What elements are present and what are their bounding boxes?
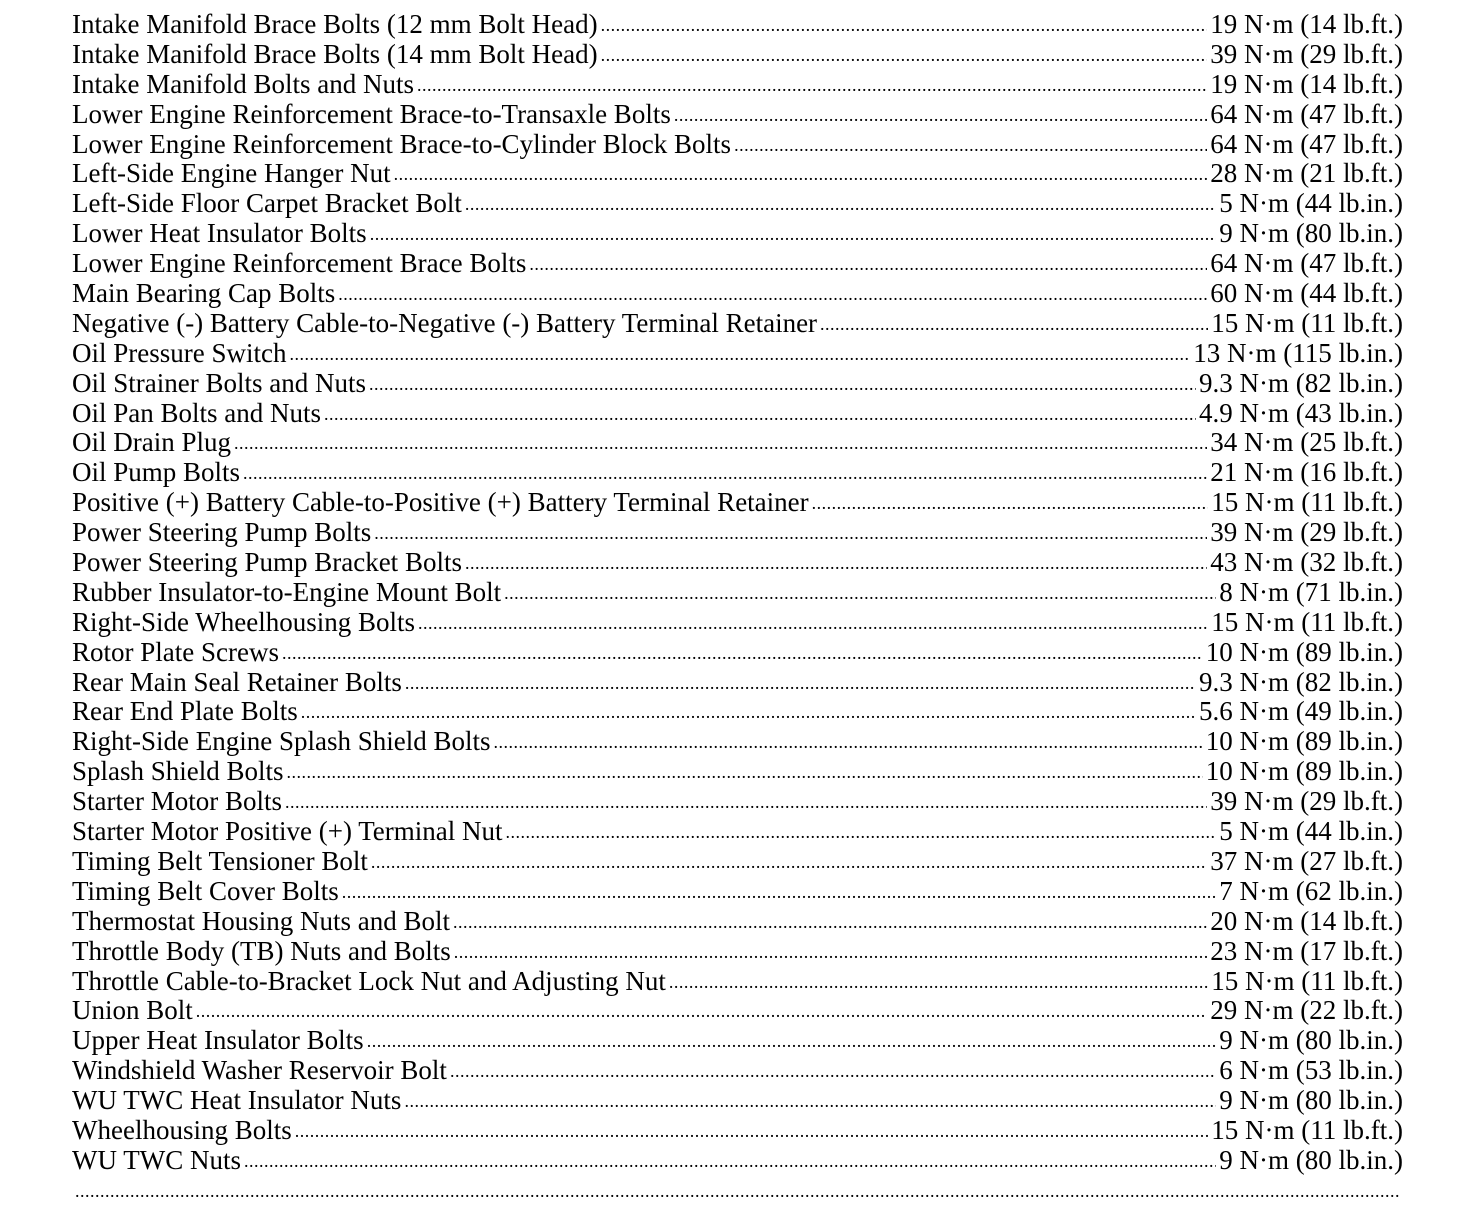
- spec-row: [72, 638, 1403, 668]
- spec-name: Lower Heat Insulator Bolts: [72, 219, 367, 249]
- dot-leader: [243, 458, 1207, 488]
- spec-row: [72, 578, 1403, 608]
- spec-name: Left-Side Floor Carpet Bracket Bolt: [72, 189, 462, 219]
- spec-value: 21 N·m (16 lb.ft.): [1210, 458, 1403, 488]
- dot-leader: [282, 638, 1203, 668]
- dot-leader: [465, 189, 1216, 219]
- spec-row: [72, 100, 1403, 130]
- spec-name: Throttle Body (TB) Nuts and Bolts: [72, 936, 451, 966]
- spec-row: [72, 727, 1403, 757]
- spec-value: 10 N·m (89 lb.in.): [1205, 637, 1403, 667]
- spec-name: Rear Main Seal Retainer Bolts: [72, 667, 402, 697]
- spec-name: WU TWC Nuts: [72, 1145, 241, 1175]
- spec-value: 10 N·m (89 lb.in.): [1205, 727, 1403, 757]
- spec-name: Starter Motor Bolts: [72, 787, 282, 817]
- spec-row: [72, 339, 1403, 369]
- spec-name: Timing Belt Tensioner Bolt: [72, 846, 368, 876]
- dot-leader: [342, 877, 1216, 907]
- spec-name: WU TWC Heat Insulator Nuts: [72, 1086, 402, 1116]
- spec-row: [72, 1146, 1403, 1176]
- spec-row: [72, 249, 1403, 279]
- spec-row: [72, 907, 1403, 937]
- spec-row: [72, 369, 1403, 399]
- spec-row: [72, 877, 1403, 907]
- spec-row: [72, 1176, 1403, 1206]
- spec-value: 15 N·m (11 lb.ft.): [1211, 308, 1403, 338]
- dot-leader: [674, 100, 1207, 130]
- dot-leader: [404, 1086, 1216, 1116]
- spec-value: 6 N·m (53 lb.in.): [1219, 1056, 1403, 1086]
- spec-name: Power Steering Pump Bolts: [72, 518, 372, 548]
- spec-row: [72, 996, 1403, 1026]
- dot-leader: [289, 339, 1190, 369]
- spec-value: 9 N·m (80 lb.in.): [1219, 1026, 1403, 1056]
- spec-name: Splash Shield Bolts: [72, 757, 284, 787]
- spec-name: Intake Manifold Brace Bolts (14 mm Bolt Head): [72, 39, 598, 69]
- spec-row: [72, 697, 1403, 727]
- dot-leader: [820, 309, 1208, 339]
- spec-row: [72, 279, 1403, 309]
- dot-leader: [369, 369, 1196, 399]
- dot-leader: [338, 279, 1207, 309]
- spec-value: 39 N·m (29 lb.ft.): [1210, 39, 1403, 69]
- spec-name: Right-Side Engine Splash Shield Bolts: [72, 727, 491, 757]
- dot-leader: [601, 10, 1208, 40]
- spec-name: Left-Side Engine Hanger Nut: [72, 159, 391, 189]
- spec-value: 64 N·m (47 lb.ft.): [1210, 99, 1403, 129]
- dot-leader: [453, 907, 1207, 937]
- dot-leader: [324, 399, 1196, 429]
- spec-row: [72, 159, 1403, 189]
- spec-row: [72, 1116, 1403, 1146]
- dot-leader: [405, 668, 1196, 698]
- fastener-torque-spec-list: [72, 10, 1403, 1206]
- spec-name: Right-Side Wheelhousing Bolts: [72, 607, 415, 637]
- spec-value: 64 N·m (47 lb.ft.): [1210, 249, 1403, 279]
- spec-name: Oil Drain Plug: [72, 428, 231, 458]
- dot-leader: [370, 219, 1217, 249]
- spec-row: [72, 428, 1403, 458]
- spec-row: [72, 488, 1403, 518]
- dot-leader: [454, 937, 1208, 967]
- dot-leader: [75, 1176, 1400, 1206]
- spec-value: 5.6 N·m (49 lb.in.): [1199, 697, 1403, 727]
- spec-row: [72, 458, 1403, 488]
- spec-value: 10 N·m (89 lb.in.): [1205, 757, 1403, 787]
- dot-leader: [504, 578, 1216, 608]
- dot-leader: [295, 1116, 1209, 1146]
- dot-leader: [494, 727, 1203, 757]
- dot-leader: [244, 1146, 1216, 1176]
- dot-leader: [371, 847, 1207, 877]
- spec-row: [72, 608, 1403, 638]
- spec-value: 9.3 N·m (82 lb.in.): [1199, 667, 1403, 697]
- spec-value: 5 N·m (44 lb.in.): [1219, 817, 1403, 847]
- dot-leader: [287, 757, 1203, 787]
- spec-row: [72, 668, 1403, 698]
- spec-value: 60 N·m (44 lb.ft.): [1210, 279, 1403, 309]
- spec-value: 19 N·m (14 lb.ft.): [1210, 69, 1403, 99]
- spec-value: 9 N·m (80 lb.in.): [1219, 219, 1403, 249]
- spec-value: 4.9 N·m (43 lb.in.): [1199, 398, 1403, 428]
- spec-name: Rear End Plate Bolts: [72, 697, 298, 727]
- spec-row: [72, 219, 1403, 249]
- spec-name: Intake Manifold Brace Bolts (12 mm Bolt Head): [72, 10, 598, 39]
- spec-row: [72, 399, 1403, 429]
- spec-name: Wheelhousing Bolts: [72, 1115, 292, 1145]
- spec-value: 15 N·m (11 lb.ft.): [1211, 607, 1403, 637]
- spec-name: Windshield Washer Reservoir Bolt: [72, 1056, 447, 1086]
- spec-name: Oil Pump Bolts: [72, 458, 241, 488]
- spec-row: [72, 817, 1403, 847]
- spec-name: Negative (-) Battery Cable-to-Negative (-) Battery Terminal Retainer: [72, 308, 818, 338]
- dot-leader: [301, 697, 1196, 727]
- dot-leader: [529, 249, 1207, 279]
- spec-value: 8 N·m (71 lb.in.): [1219, 577, 1403, 607]
- spec-name: Thermostat Housing Nuts and Bolt: [72, 906, 450, 936]
- spec-name: Rotor Plate Screws: [72, 637, 279, 667]
- spec-value: 28 N·m (21 lb.ft.): [1210, 159, 1403, 189]
- dot-leader: [234, 428, 1207, 458]
- spec-value: 34 N·m (25 lb.ft.): [1210, 428, 1403, 458]
- spec-value: 37 N·m (27 lb.ft.): [1210, 846, 1403, 876]
- spec-value: 19 N·m (14 lb.ft.): [1210, 10, 1403, 39]
- spec-value: 9 N·m (80 lb.in.): [1219, 1145, 1403, 1175]
- dot-leader: [734, 130, 1207, 160]
- spec-name: Rubber Insulator-to-Engine Mount Bolt: [72, 577, 502, 607]
- spec-row: [72, 847, 1403, 877]
- spec-value: 15 N·m (11 lb.ft.): [1211, 488, 1403, 518]
- spec-value: 9 N·m (80 lb.in.): [1219, 1086, 1403, 1116]
- spec-name: Intake Manifold Bolts and Nuts: [72, 69, 414, 99]
- spec-name: Upper Heat Insulator Bolts: [72, 1026, 364, 1056]
- spec-name: Oil Pressure Switch: [72, 338, 287, 368]
- spec-name: Oil Pan Bolts and Nuts: [72, 398, 322, 428]
- spec-value: 39 N·m (29 lb.ft.): [1210, 787, 1403, 817]
- dot-leader: [285, 787, 1207, 817]
- dot-leader: [669, 967, 1208, 997]
- dot-leader: [374, 518, 1207, 548]
- dot-leader: [367, 1026, 1217, 1056]
- spec-row: [72, 518, 1403, 548]
- spec-name: Power Steering Pump Bracket Bolts: [72, 548, 462, 578]
- dot-leader: [465, 548, 1207, 578]
- spec-value: 15 N·m (11 lb.ft.): [1211, 966, 1403, 996]
- dot-leader: [450, 1056, 1216, 1086]
- spec-name: Oil Strainer Bolts and Nuts: [72, 368, 366, 398]
- spec-row: [72, 70, 1403, 100]
- spec-row: [72, 548, 1403, 578]
- spec-name: Union Bolt: [72, 996, 193, 1026]
- spec-name: Timing Belt Cover Bolts: [72, 876, 339, 906]
- spec-row: [72, 1086, 1403, 1116]
- spec-row: [72, 967, 1403, 997]
- spec-row: [72, 130, 1403, 160]
- spec-row: [72, 40, 1403, 70]
- spec-row: [72, 1026, 1403, 1056]
- dot-leader: [506, 817, 1217, 847]
- dot-leader: [601, 40, 1208, 70]
- spec-value: 23 N·m (17 lb.ft.): [1210, 936, 1403, 966]
- spec-name: Main Bearing Cap Bolts: [72, 279, 336, 309]
- spec-value: 20 N·m (14 lb.ft.): [1210, 906, 1403, 936]
- spec-row: [72, 10, 1403, 40]
- spec-value: 15 N·m (11 lb.ft.): [1211, 1115, 1403, 1145]
- dot-leader: [418, 608, 1208, 638]
- spec-name: Starter Motor Positive (+) Terminal Nut: [72, 817, 503, 847]
- spec-name: Throttle Cable-to-Bracket Lock Nut and Adjusting Nut: [72, 966, 666, 996]
- spec-value: 29 N·m (22 lb.ft.): [1210, 996, 1403, 1026]
- spec-row: [72, 787, 1403, 817]
- spec-row: [72, 1056, 1403, 1086]
- spec-value: 13 N·m (115 lb.in.): [1193, 338, 1403, 368]
- spec-row: [72, 757, 1403, 787]
- spec-name: Lower Engine Reinforcement Brace-to-Cylinder Block Bolts: [72, 129, 732, 159]
- spec-row: [72, 937, 1403, 967]
- dot-leader: [417, 70, 1207, 100]
- dot-leader: [812, 488, 1209, 518]
- spec-value: 5 N·m (44 lb.in.): [1219, 189, 1403, 219]
- spec-value: 9.3 N·m (82 lb.in.): [1199, 368, 1403, 398]
- dot-leader: [196, 996, 1208, 1026]
- spec-name: Positive (+) Battery Cable-to-Positive (+) Battery Terminal Retainer: [72, 488, 809, 518]
- spec-row: [72, 309, 1403, 339]
- spec-value: 7 N·m (62 lb.in.): [1219, 876, 1403, 906]
- spec-value: 64 N·m (47 lb.ft.): [1210, 129, 1403, 159]
- spec-row: [72, 189, 1403, 219]
- spec-name: Lower Engine Reinforcement Brace Bolts: [72, 249, 527, 279]
- dot-leader: [394, 159, 1208, 189]
- spec-value: 43 N·m (32 lb.ft.): [1210, 548, 1403, 578]
- spec-value: 39 N·m (29 lb.ft.): [1210, 518, 1403, 548]
- spec-name: Lower Engine Reinforcement Brace-to-Transaxle Bolts: [72, 99, 671, 129]
